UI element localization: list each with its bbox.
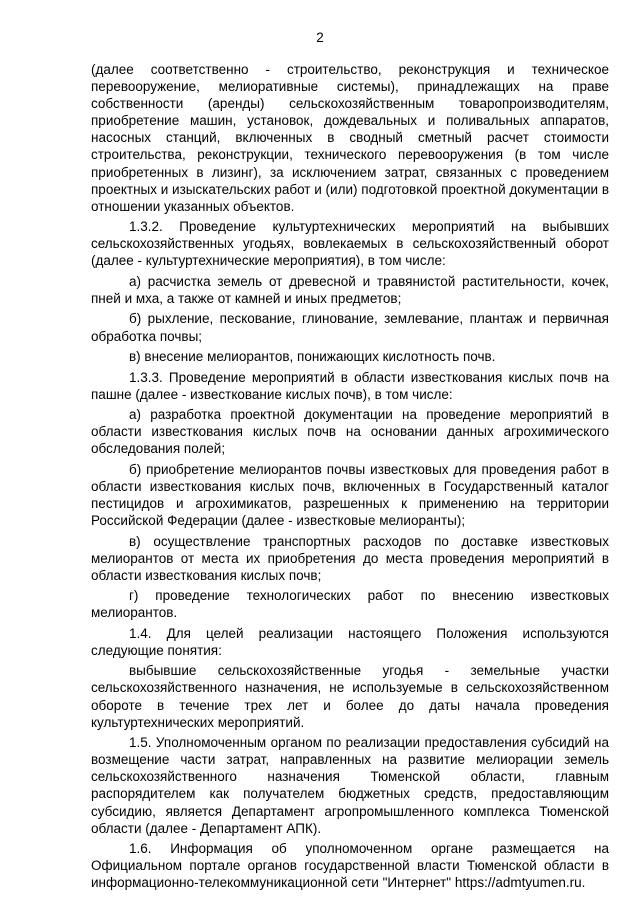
paragraph-1-5: 1.5. Уполномоченным органом по реализации предоставления субсидий на возмещение части затрат, направленных на развитие мелиорации земель сельскохозяйственного назначения Тюменской области, главным распорядителем как получателем бюджетных средств, предоставляющим субсидию, является Департамент агропромышленного комплекса Тюменской области (далее - Департамент АПК). — [91, 735, 609, 836]
paragraph-1-3-2-b: б) рыхление, пескование, глинование, землевание, плантаж и первичная обработка почвы; — [91, 311, 609, 344]
document-body — [91, 61, 609, 895]
paragraph-1-3-3: 1.3.3. Проведение мероприятий в области известкования кислых почв на пашне (далее - известкование кислых почв), в том числе: — [91, 369, 609, 402]
paragraph-1-6: 1.6. Информация об уполномоченном органе размещается на Официальном портале органов государственной власти Тюменской области в информационно-телекоммуникационной сети "Интернет" https://admtyumen.ru. — [91, 841, 609, 891]
paragraph-1-3-2: 1.3.2. Проведение культуртехнических мероприятий на выбывших сельскохозяйственных угодьях, вовлекаемых в сельскохозяйственный оборот (далее - культуртехнические мероприятия), в том числе: — [91, 219, 609, 269]
page-number: 2 — [316, 30, 324, 45]
paragraph-1-3-2-a: а) расчистка земель от древесной и травянистой растительности, кочек, пней и мха, а также от камней и иных предметов; — [91, 273, 609, 306]
paragraph-continuation: (далее соответственно - строительство, реконструкция и техническое перевооружение, мелиоративные системы), принадлежащих на праве собственности (аренды) сельскохозяйственным товаропроизводителям, приобретение машин, установок, дождевальных и поливальных аппаратов, насосных станций, включенных в сводный сметный расчет стоимости строительства, реконструкции, технического перевооружения (в том числе приобретенных в лизинг), за исключением затрат, связанных с проведением проектных и изыскательских работ и (или) подготовкой проектной документации в отношении указанных объектов. — [91, 62, 609, 214]
paragraph-1-3-3-b: б) приобретение мелиорантов почвы известковых для проведения работ в области известкования кислых почв, включенных в Государственный каталог пестицидов и агрохимикатов, разрешенных к применению на территории Российской Федерации (далее - известковые мелиоранты); — [91, 461, 609, 529]
paragraph-1-3-3-v: в) осуществление транспортных расходов по доставке известковых мелиорантов от места их приобретения до места проведения мероприятий в области известкования кислых почв; — [91, 533, 609, 583]
paragraph-1-4: 1.4. Для целей реализации настоящего Положения используются следующие понятия: — [91, 625, 609, 658]
paragraph-1-3-2-v: в) внесение мелиорантов, понижающих кислотность почв. — [129, 349, 496, 365]
paragraph-definition: выбывшие сельскохозяйственные угодья - земельные участки сельскохозяйственного назначения, не используемые в сельскохозяйственном обороте в течение трех лет и более до даты начала проведения культуртехнических мероприятий. — [91, 663, 609, 730]
paragraph-1-3-3-a: а) разработка проектной документации на проведение мероприятий в области известкования кислых почв на основании данных агрохимического обследования полей; — [91, 407, 609, 457]
paragraph-1-3-3-g: г) проведение технологических работ по внесению известковых мелиорантов. — [91, 588, 609, 621]
